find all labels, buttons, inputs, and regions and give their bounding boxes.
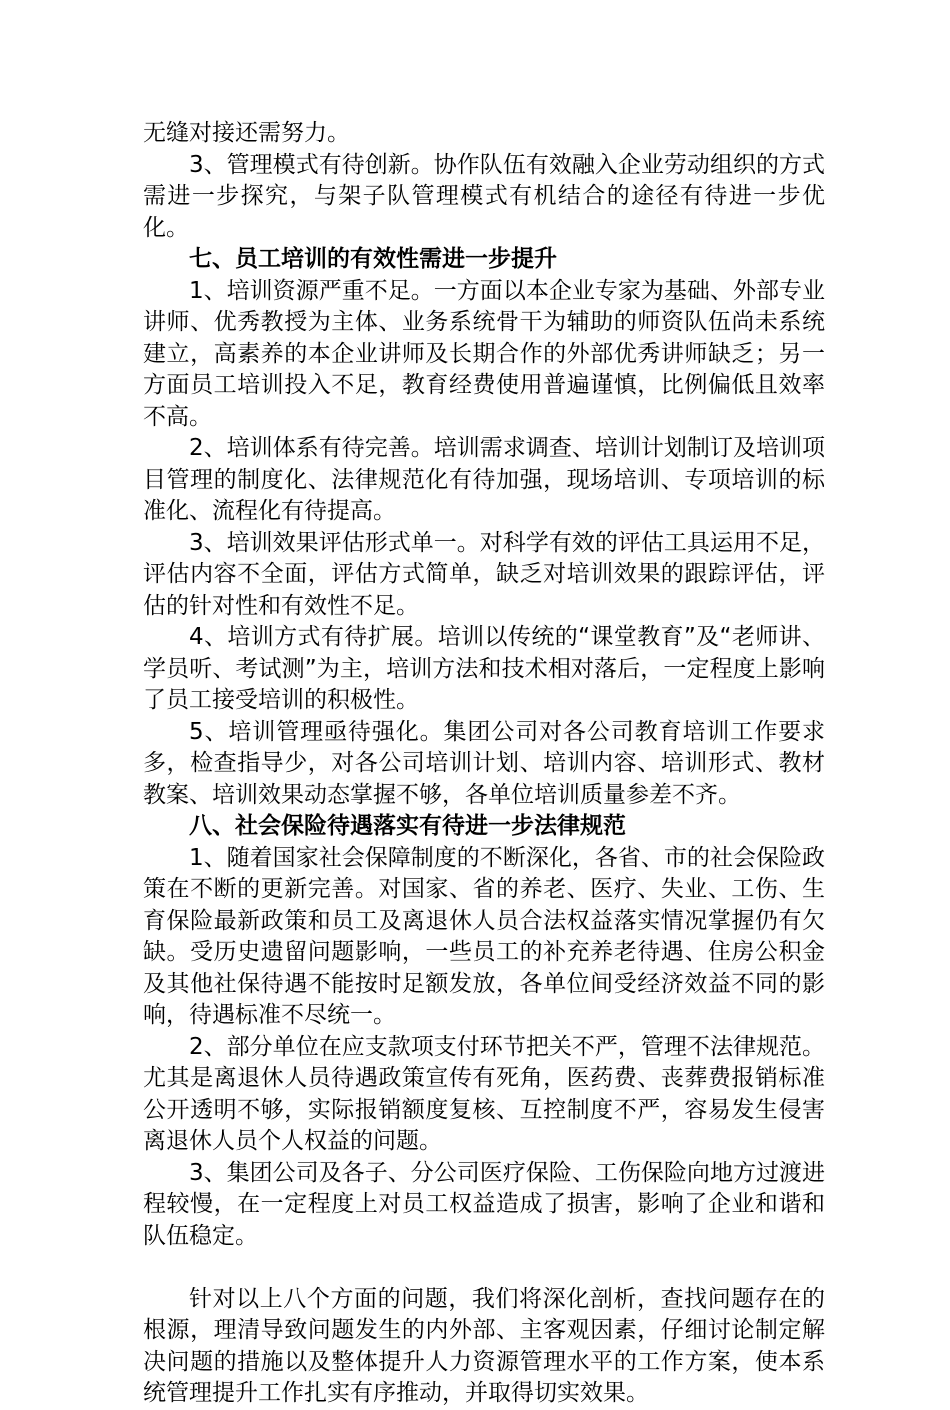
paragraph-management-mode: 3、管理模式有待创新。协作队伍有效融入企业劳动组织的方式需进一步探究，与架子队管理模式有机结合的途径有待进一步优化。 <box>143 151 825 241</box>
paragraph-training-evaluation: 3、培训效果评估形式单一。对科学有效的评估工具运用不足，评估内容不全面，评估方式简单，缺乏对培训效果的跟踪评估，评估的针对性和有效性不足。 <box>143 529 825 619</box>
document-body <box>143 118 825 1410</box>
section-heading-eight: 八、社会保险待遇落实有待进一步法律规范 <box>189 813 626 839</box>
paragraph-training-resources: 1、培训资源严重不足。一方面以本企业专家为基础、外部专业讲师、优秀教授为主体、业务系统骨干为辅助的师资队伍尚未系统建立，高素养的本企业讲师及长期合作的外部优秀讲师缺乏；另一方面员工培训投入不足，教育经费使用普遍谨慎，比例偏低且效率不高。 <box>143 277 825 430</box>
paragraph-social-security-policy: 1、随着国家社会保障制度的不断深化，各省、市的社会保险政策在不断的更新完善。对国家、省的养老、医疗、失业、工伤、生育保险最新政策和员工及离退休人员合法权益落实情况掌握仍有欠缺。受历史遗留问题影响，一些员工的补充养老待遇、住房公积金及其他社保待遇不能按时足额发放，各单位间受经济效益不同的影响，待遇标准不尽统一。 <box>143 844 825 1028</box>
paragraph-conclusion: 针对以上八个方面的问题，我们将深化剖析，查找问题存在的根源，理清导致问题发生的内外部、主客观因素，仔细讨论制定解决问题的措施以及整体提升人力资源管理水平的工作方案，使本系统管理提升工作扎实有序推动，并取得切实效果。 <box>143 1285 825 1406</box>
paragraph-spacer <box>143 1252 825 1284</box>
paragraph-continuation: 无缝对接还需努力。 <box>143 120 350 146</box>
paragraph-insurance-transition: 3、集团公司及各子、分公司医疗保险、工伤保险向地方过渡进程较慢，在一定程度上对员工权益造成了损害，影响了企业和谐和队伍稳定。 <box>143 1159 825 1249</box>
paragraph-training-system: 2、培训体系有待完善。培训需求调查、培训计划制订及培训项目管理的制度化、法律规范化有待加强，现场培训、专项培训的标准化、流程化有待提高。 <box>143 435 825 524</box>
section-heading-seven: 七、员工培训的有效性需进一步提升 <box>189 246 557 272</box>
paragraph-training-management: 5、培训管理亟待强化。集团公司对各公司教育培训工作要求多，检查指导少，对各公司培训计划、培训内容、培训形式、教材教案、培训效果动态掌握不够，各单位培训质量参差不齐。 <box>143 718 825 808</box>
paragraph-payment-control: 2、部分单位在应支款项支付环节把关不严，管理不法律规范。尤其是离退休人员待遇政策宣传有死角，医药费、丧葬费报销标准公开透明不够，实际报销额度复核、互控制度不严，容易发生侵害离退休人员个人权益的问题。 <box>143 1033 825 1154</box>
paragraph-training-methods: 4、培训方式有待扩展。培训以传统的“课堂教育”及“老师讲、学员听、考试测”为主，培训方法和技术相对落后，一定程度上影响了员工接受培训的积极性。 <box>143 624 825 713</box>
